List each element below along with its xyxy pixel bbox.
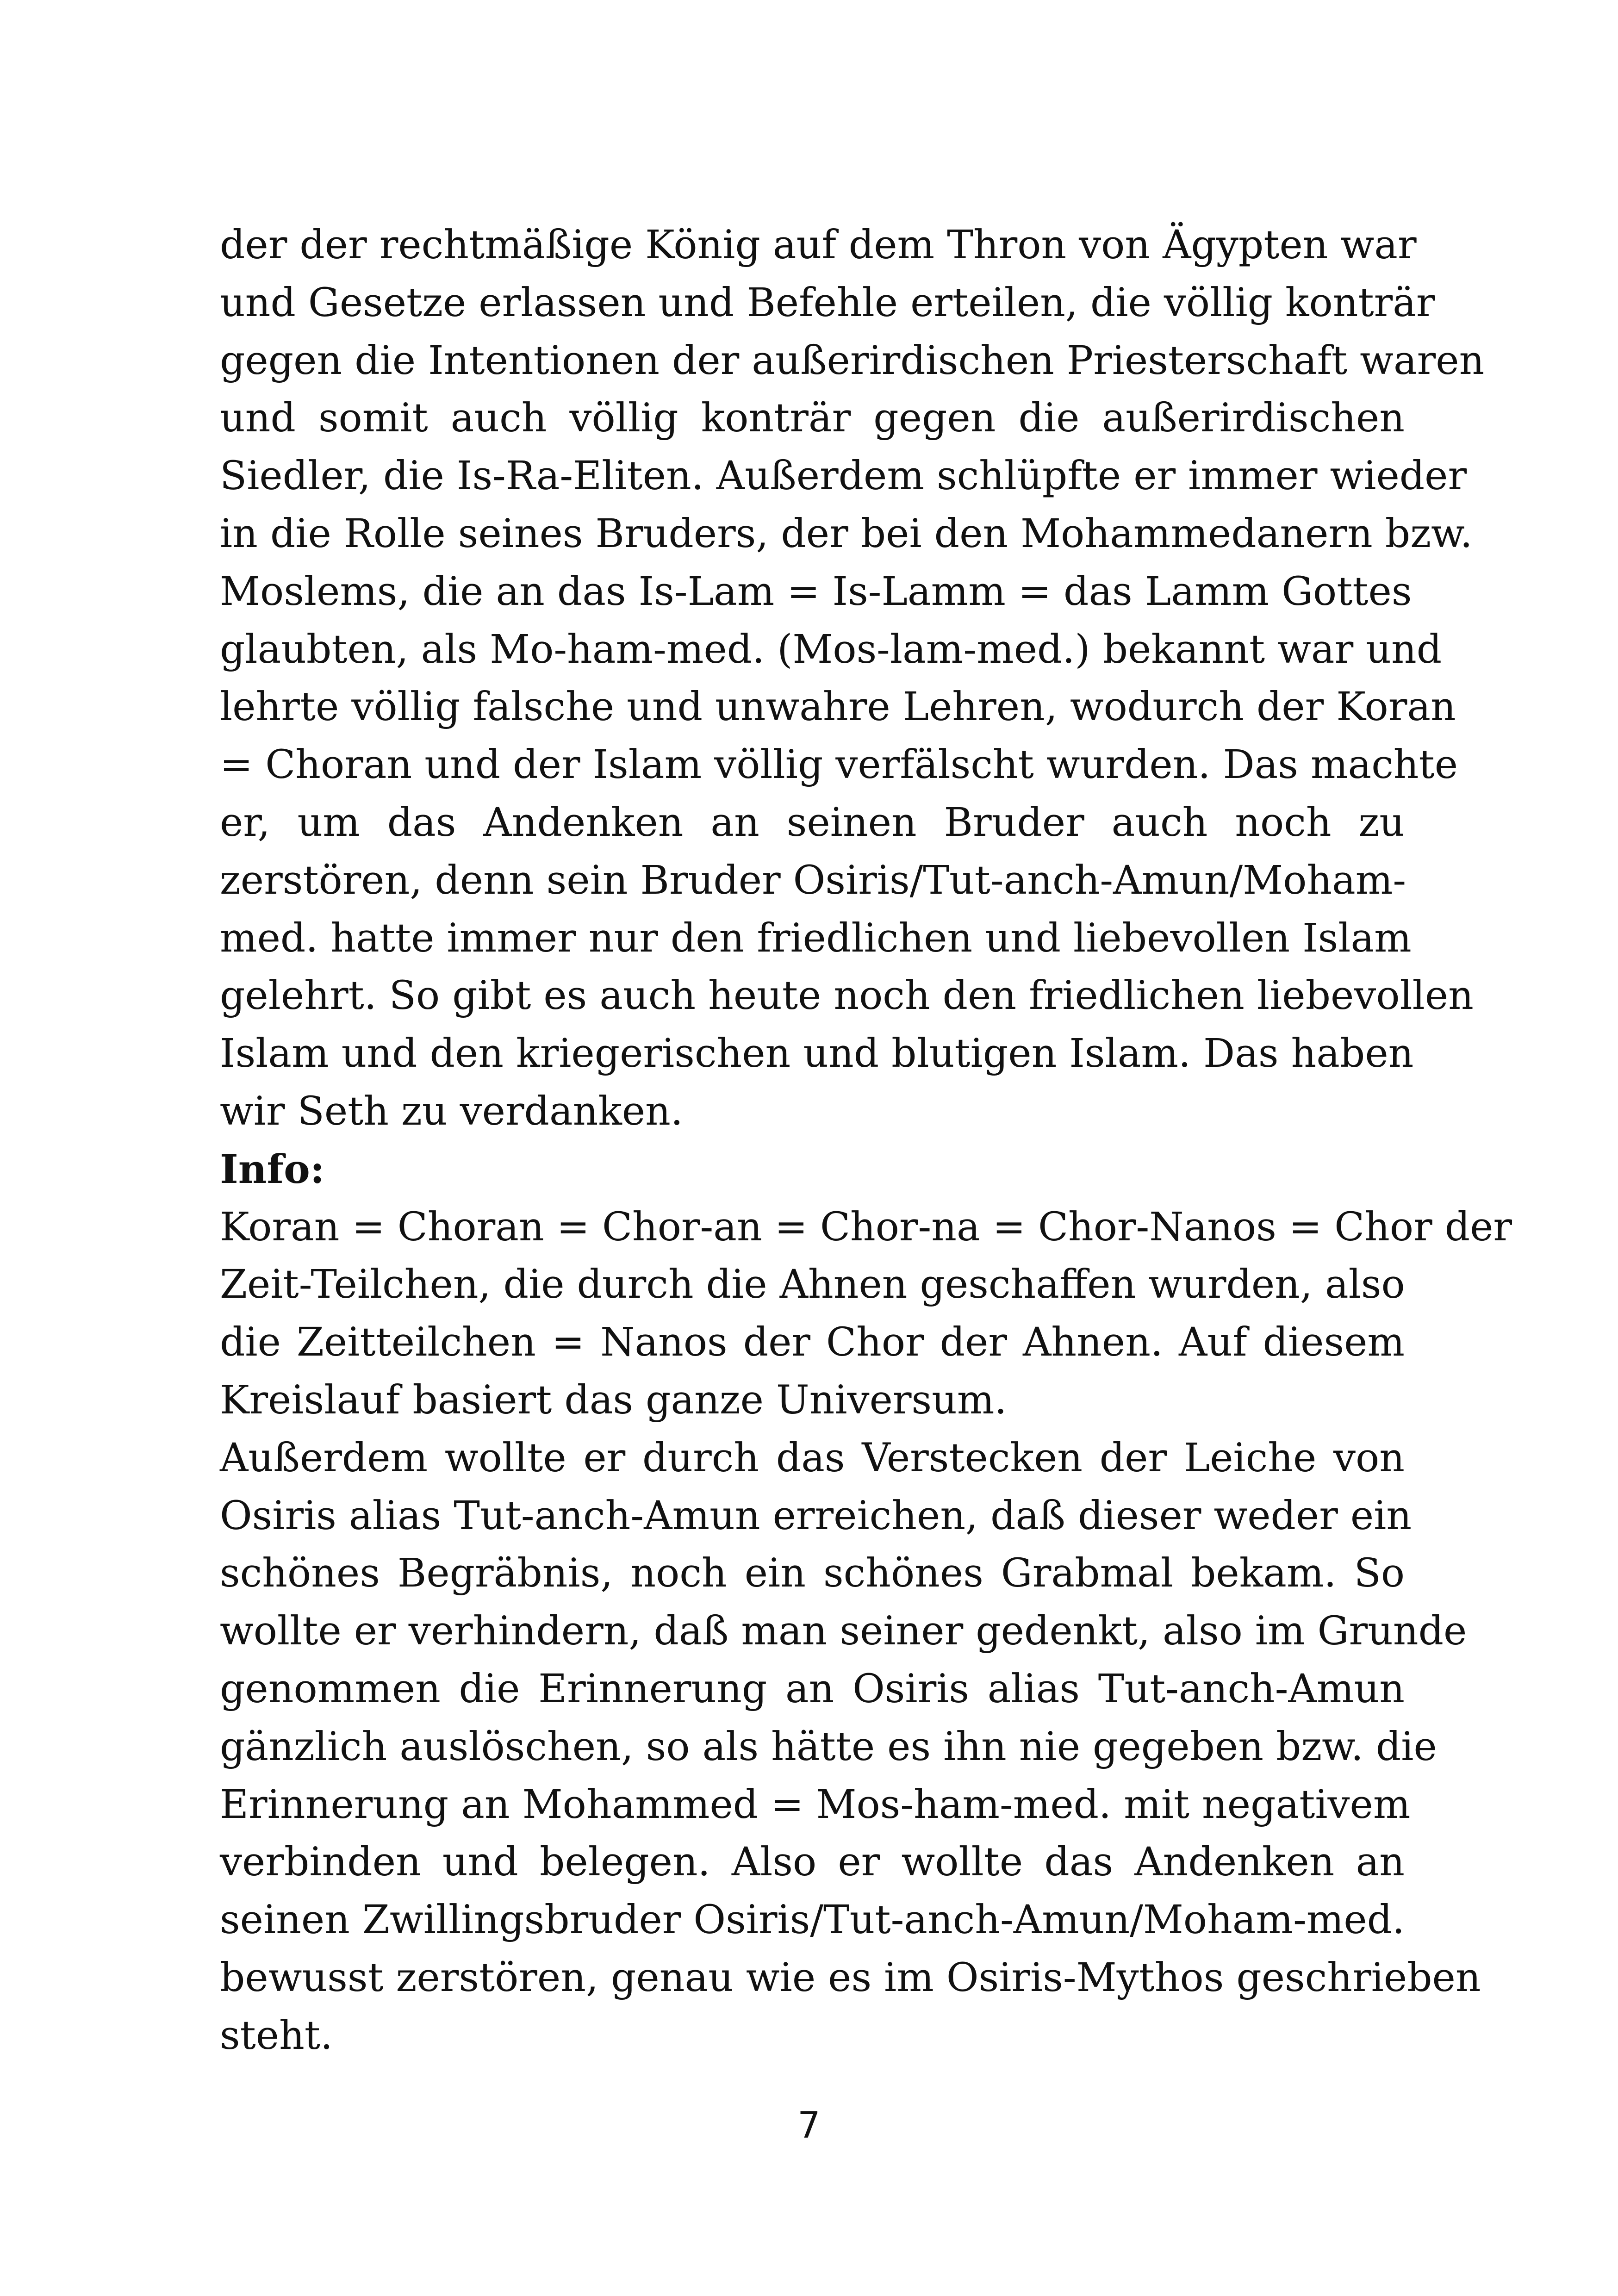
text-line: lehrte völlig falsche und unwahre Lehren, wodurch der Koran [220, 684, 1456, 730]
text-line: Kreislauf basiert das ganze Universum. [220, 1377, 1007, 1423]
text-line: Koran = Choran = Chor-an = Chor-na = Chor-Nanos = Chor der [220, 1204, 1512, 1250]
text-line: Islam und den kriegerischen und blutigen Islam. Das haben [220, 1031, 1414, 1077]
text-line: und somit auch völlig konträr gegen die außerirdischen [220, 395, 1405, 442]
text-line: gelehrt. So gibt es auch heute noch den friedlichen liebevollen [220, 973, 1474, 1019]
text-line: wollte er verhindern, daß man seiner gedenkt, also im Grunde [220, 1608, 1467, 1655]
text-line: Erinnerung an Mohammed = Mos-ham-med. mit negativem [220, 1781, 1411, 1828]
text-line: Moslems, die an das Is-Lam = Is-Lamm = das Lamm Gottes [220, 568, 1412, 615]
text-line: verbinden und belegen. Also er wollte das Andenken an [220, 1839, 1405, 1885]
paragraph-2 [220, 1199, 1512, 1430]
text-line: gegen die Intentionen der außerirdischen Priesterschaft waren [220, 337, 1485, 384]
page-number: 7 [797, 2105, 821, 2147]
text-line: Siedler, die Is-Ra-Eliten. Außerdem schlüpfte er immer wieder [220, 453, 1467, 499]
body-text [220, 217, 1512, 2065]
text-line: Außerdem wollte er durch das Verstecken der Leiche von [220, 1435, 1405, 1481]
text-line: die Zeitteilchen = Nanos der Chor der Ahnen. Auf diesem [220, 1319, 1405, 1366]
text-line: der der rechtmäßige König auf dem Thron von Ägypten war [220, 222, 1417, 268]
text-line: Zeit-Teilchen, die durch die Ahnen geschaffen wurden, also [220, 1262, 1405, 1308]
text-line: = Choran und der Islam völlig verfälscht wurden. Das machte [220, 742, 1458, 788]
text-line: in die Rolle seines Bruders, der bei den Mohammedanern bzw. [220, 510, 1473, 557]
text-line: Osiris alias Tut-anch-Amun erreichen, daß dieser weder ein [220, 1493, 1412, 1539]
text-line: er, um das Andenken an seinen Bruder auch noch zu [220, 799, 1405, 846]
text-line: med. hatte immer nur den friedlichen und liebevollen Islam [220, 915, 1412, 961]
text-line: genommen die Erinnerung an Osiris alias Tut-anch-Amun [220, 1666, 1405, 1712]
paragraph-1 [220, 217, 1485, 1141]
info-heading: Info: [220, 1146, 325, 1193]
text-line: wir Seth zu verdanken. [220, 1088, 683, 1134]
paragraph-3 [220, 1430, 1481, 2065]
text-line: und Gesetze erlassen und Befehle erteilen, die völlig konträr [220, 280, 1435, 326]
text-line: glaubten, als Mo-ham-med. (Mos-lam-med.) bekannt war und [220, 626, 1442, 672]
text-line: steht. [220, 2012, 333, 2059]
text-line: bewusst zerstören, genau wie es im Osiris-Mythos geschrieben [220, 1954, 1481, 2001]
text-line: schönes Begräbnis, noch ein schönes Grabmal bekam. So [220, 1550, 1405, 1597]
text-line: seinen Zwillingsbruder Osiris/Tut-anch-Amun/Moham-med. [220, 1897, 1405, 1943]
text-line: zerstören, denn sein Bruder Osiris/Tut-anch-Amun/Moham- [220, 857, 1406, 903]
text-line: gänzlich auslöschen, so als hätte es ihn nie gegeben bzw. die [220, 1724, 1437, 1770]
